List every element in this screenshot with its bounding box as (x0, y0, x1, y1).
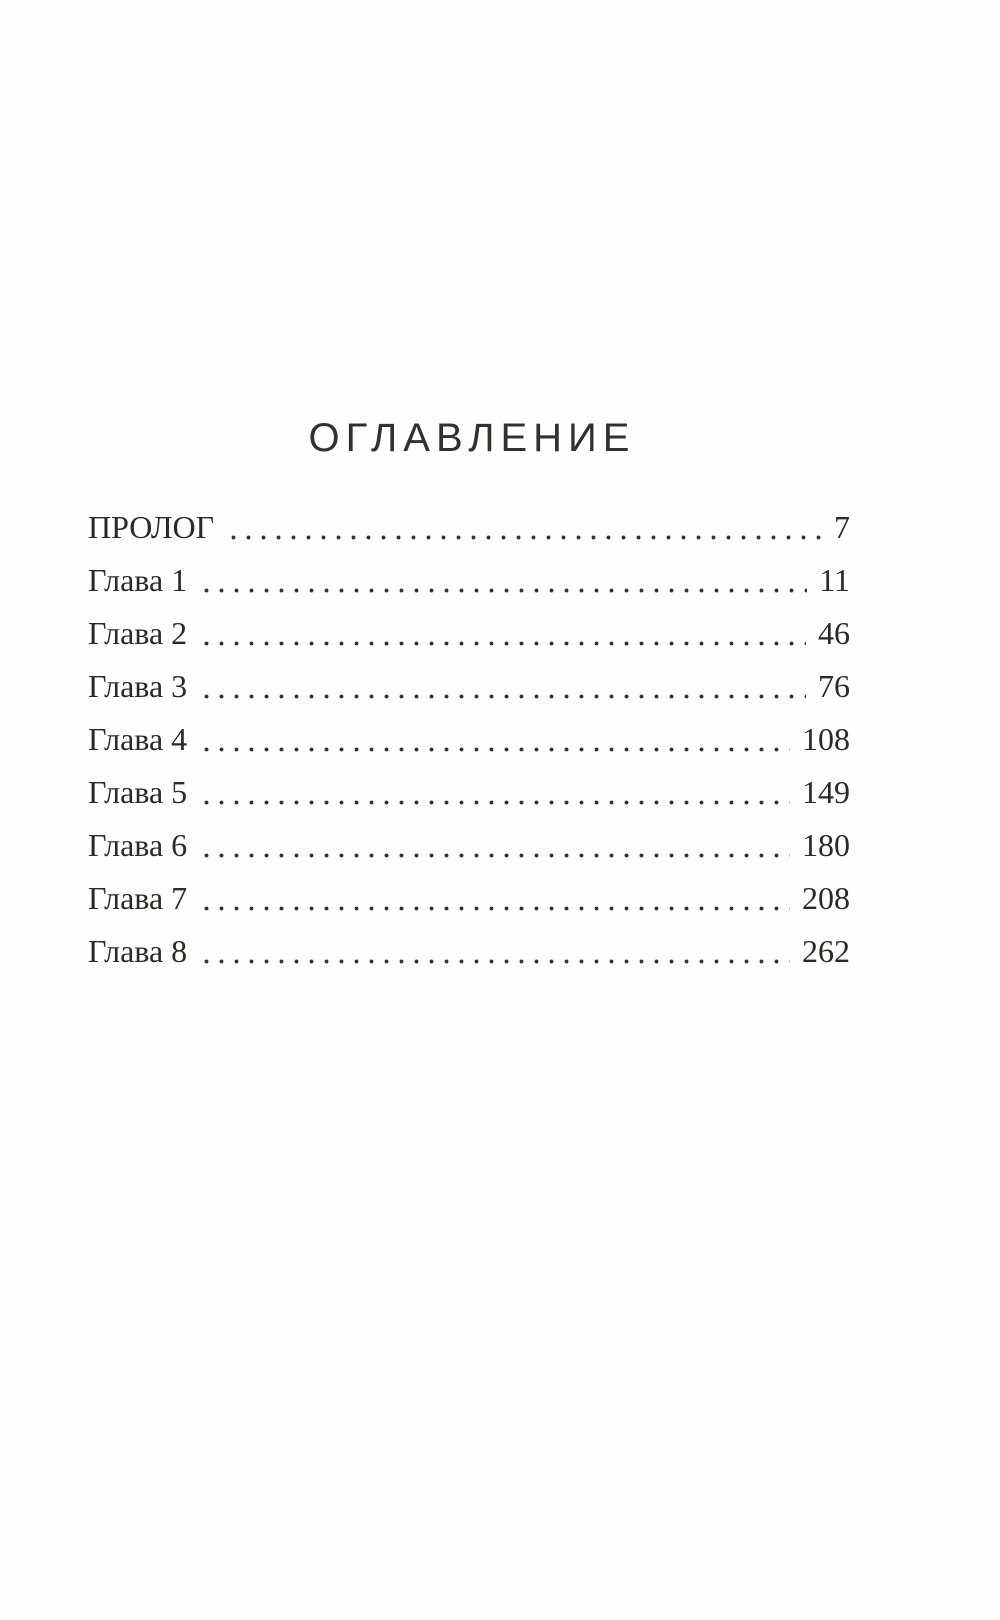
dot-leader (197, 766, 790, 819)
dot-leader (197, 607, 806, 660)
dot-leader (197, 872, 790, 925)
toc-entry-page-number: 11 (819, 562, 850, 598)
toc-entry-chapter-5 (88, 766, 850, 819)
toc-entry-page-number: 180 (802, 827, 850, 863)
toc-entry-page-number: 149 (802, 774, 850, 810)
toc-entry-label: Глава 7 (88, 880, 188, 916)
toc-entry-chapter-7 (88, 872, 850, 925)
toc-entry-page-number: 262 (802, 933, 850, 969)
toc-entry-chapter-3 (88, 660, 850, 713)
dot-leader (197, 554, 807, 607)
toc-entry-label: Глава 8 (88, 933, 188, 969)
toc-entry-label: ПРОЛОГ (88, 509, 215, 545)
toc-entry-chapter-4 (88, 713, 850, 766)
dot-leader (197, 660, 806, 713)
toc-entry-label: Глава 3 (88, 668, 188, 704)
toc-entry-chapter-2 (88, 607, 850, 660)
toc-entry-prologue (88, 501, 850, 554)
toc-entry-label: Глава 2 (88, 615, 188, 651)
toc-list (88, 501, 850, 978)
toc-entry-chapter-8 (88, 925, 850, 978)
dot-leader (197, 713, 790, 766)
dot-leader (197, 819, 790, 872)
dot-leader (197, 925, 790, 978)
toc-entry-page-number: 108 (802, 721, 850, 757)
toc-entry-label: Глава 1 (88, 562, 188, 598)
toc-entry-page-number: 76 (818, 668, 850, 704)
toc-entry-page-number: 208 (802, 880, 850, 916)
toc-title: ОГЛАВЛЕНИЕ (308, 416, 636, 460)
toc-entry-page-number: 7 (834, 509, 850, 545)
table-of-contents (88, 0, 850, 978)
toc-entry-chapter-6 (88, 819, 850, 872)
toc-entry-label: Глава 6 (88, 827, 188, 863)
toc-entry-label: Глава 4 (88, 721, 188, 757)
dot-leader (224, 501, 822, 554)
toc-entry-label: Глава 5 (88, 774, 188, 810)
toc-entry-chapter-1 (88, 554, 850, 607)
toc-entry-page-number: 46 (818, 615, 850, 651)
